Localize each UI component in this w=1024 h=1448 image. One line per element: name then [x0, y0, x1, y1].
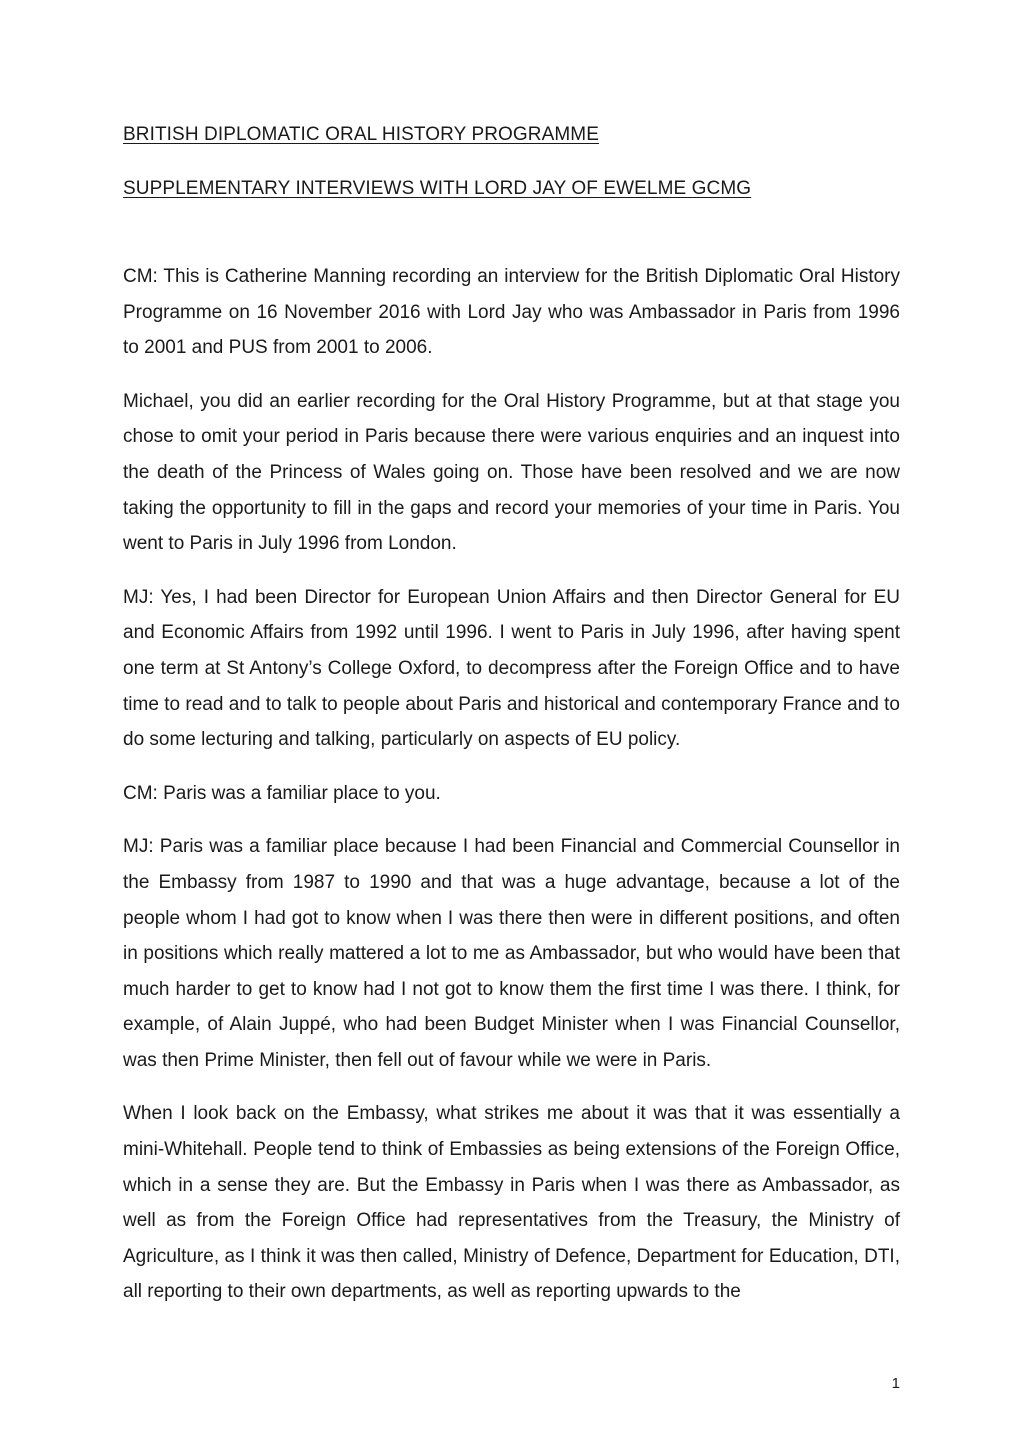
paragraph-3: MJ: Yes, I had been Director for European Union Affairs and then Director General for EU and Economic Affairs from 1992 until 1996. I went to Paris in July 1996, after having spent one term at St Antony’s College Oxford, to decompress after the Foreign Office and to have time to read and to talk to people about Paris and historical and contemporary France and to do some lecturing and talking, particularly on aspects of EU policy. [123, 586, 900, 751]
interview-transcript [123, 259, 900, 1310]
paragraph-5: MJ: Paris was a familiar place because I had been Financial and Commercial Counsellor in the Embassy from 1987 to 1990 and that was a huge advantage, because a lot of the people whom I had got to know when I was there then were in different positions, and often in positions which really mattered a lot to me as Ambassador, but who would have been that much harder to get to know had I not got to know them the first time I was there. I think, for example, of Alain Juppé, who had been Budget Minister when I was Financial Counsellor, was then Prime Minister, then fell out of favour while we were in Paris. [123, 836, 900, 1071]
paragraph-1: CM: This is Catherine Manning recording an interview for the British Diplomatic Oral History Programme on 16 November 2016 with Lord Jay who was Ambassador in Paris from 1996 to 2001 and PUS from 2001 to 2006. [123, 266, 900, 359]
paragraph-6: When I look back on the Embassy, what strikes me about it was that it was essentially a mini-Whitehall. People tend to think of Embassies as being extensions of the Foreign Office, which in a sense they are. But the Embassy in Paris when I was there as Ambassador, as well as from the Foreign Office had representatives from the Treasury, the Ministry of Agriculture, as I think it was then called, Ministry of Defence, Department for Education, DTI, all reporting to their own departments, as well as reporting upwards to the [123, 1103, 900, 1303]
paragraph-4: CM: Paris was a familiar place to you. [123, 782, 441, 804]
paragraph-2: Michael, you did an earlier recording for the Oral History Programme, but at that stage you chose to omit your period in Paris because there were various enquiries and an inquest into the death of the Princess of Wales going on. Those have been resolved and we are now taking the opportunity to fill in the gaps and record your memories of your time in Paris. You went to Paris in July 1996 from London. [123, 390, 900, 555]
page-number: 1 [891, 1375, 900, 1392]
document-subtitle: SUPPLEMENTARY INTERVIEWS WITH LORD JAY OF EWELME GCMG [123, 178, 752, 199]
document-title: BRITISH DIPLOMATIC ORAL HISTORY PROGRAMME [123, 124, 600, 145]
